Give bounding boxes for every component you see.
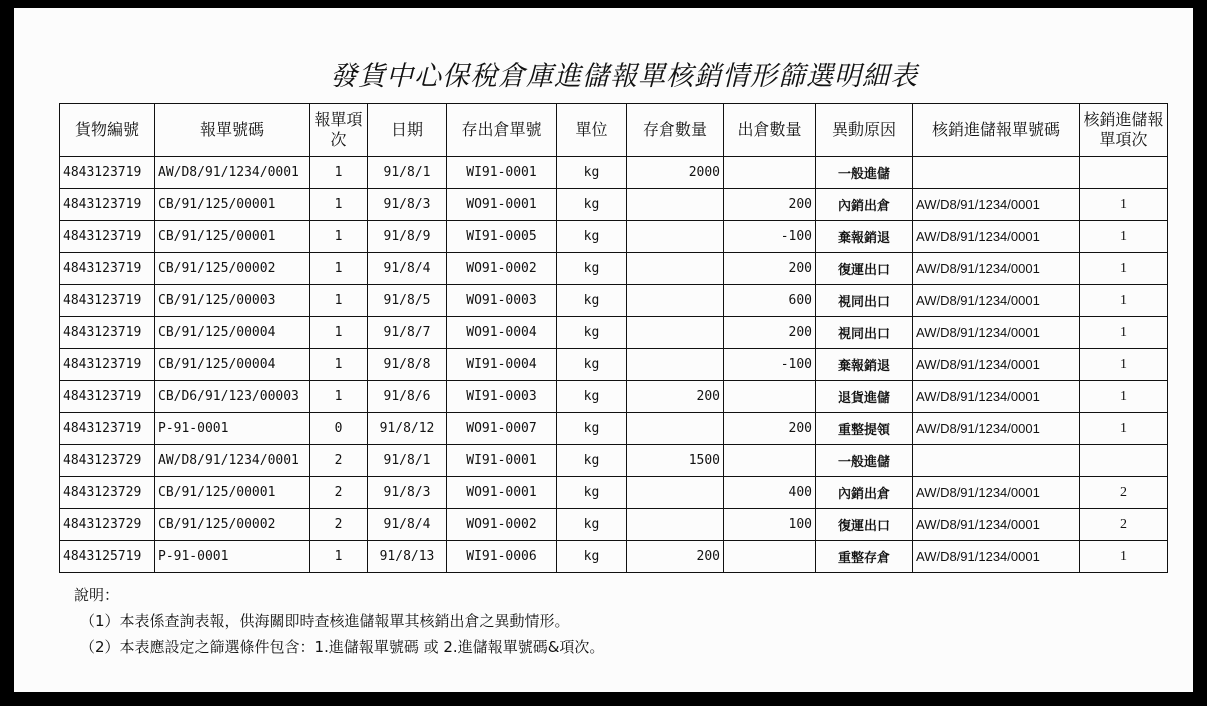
- table-row: [60, 413, 1168, 445]
- cell-decl: AW/D8/91/1234/0001: [155, 445, 310, 477]
- cell-in: 2000: [627, 157, 724, 189]
- table-row: [60, 221, 1168, 253]
- cell-item: 1: [310, 349, 368, 381]
- cell-date: 91/8/4: [368, 509, 447, 541]
- col-header-vdecl: 核銷進儲報單號碼: [913, 104, 1080, 157]
- cell-date: 91/8/4: [368, 253, 447, 285]
- cell-code: 4843123719: [60, 285, 155, 317]
- cell-out: [724, 381, 816, 413]
- cell-code: 4843123719: [60, 189, 155, 221]
- cell-vdecl: AW/D8/91/1234/0001: [913, 381, 1080, 413]
- cell-out: 400: [724, 477, 816, 509]
- cell-vitem: 2: [1080, 477, 1168, 509]
- cell-reason: 棄報銷退: [816, 221, 913, 253]
- cell-unit: kg: [557, 413, 627, 445]
- col-header-decl: 報單號碼: [155, 104, 310, 157]
- cell-vitem: 1: [1080, 349, 1168, 381]
- cell-decl: CB/91/125/00003: [155, 285, 310, 317]
- cell-in: [627, 349, 724, 381]
- table-row: [60, 189, 1168, 221]
- cell-unit: kg: [557, 253, 627, 285]
- cell-reason: 視同出口: [816, 317, 913, 349]
- cell-date: 91/8/1: [368, 157, 447, 189]
- cell-unit: kg: [557, 189, 627, 221]
- cell-vitem: [1080, 445, 1168, 477]
- page-title: 發貨中心保稅倉庫進儲報單核銷情形篩選明細表: [330, 61, 918, 92]
- cell-item: 1: [310, 221, 368, 253]
- col-header-item: 報單項次: [310, 104, 368, 157]
- cell-wh: WO91-0004: [447, 317, 557, 349]
- cell-reason: 內銷出倉: [816, 189, 913, 221]
- cell-unit: kg: [557, 157, 627, 189]
- cell-out: 600: [724, 285, 816, 317]
- cell-vdecl: AW/D8/91/1234/0001: [913, 349, 1080, 381]
- cell-date: 91/8/3: [368, 477, 447, 509]
- cell-unit: kg: [557, 349, 627, 381]
- cell-unit: kg: [557, 285, 627, 317]
- cell-decl: CB/91/125/00002: [155, 253, 310, 285]
- cell-wh: WO91-0001: [447, 477, 557, 509]
- cell-vitem: 1: [1080, 541, 1168, 573]
- cell-wh: WI91-0004: [447, 349, 557, 381]
- cell-out: [724, 157, 816, 189]
- cell-wh: WI91-0005: [447, 221, 557, 253]
- table-body: [60, 157, 1168, 573]
- col-header-date: 日期: [368, 104, 447, 157]
- table-row: [60, 317, 1168, 349]
- cell-out: 200: [724, 189, 816, 221]
- cell-code: 4843125719: [60, 541, 155, 573]
- cell-out: 200: [724, 317, 816, 349]
- table-row: [60, 445, 1168, 477]
- cell-code: 4843123729: [60, 445, 155, 477]
- cell-wh: WI91-0006: [447, 541, 557, 573]
- cell-code: 4843123719: [60, 349, 155, 381]
- cell-out: -100: [724, 349, 816, 381]
- cell-item: 1: [310, 381, 368, 413]
- table-row: [60, 349, 1168, 381]
- cell-wh: WI91-0003: [447, 381, 557, 413]
- table-row: [60, 381, 1168, 413]
- col-header-unit: 單位: [557, 104, 627, 157]
- cell-reason: 棄報銷退: [816, 349, 913, 381]
- cell-item: 1: [310, 157, 368, 189]
- col-header-in: 存倉數量: [627, 104, 724, 157]
- cell-item: 2: [310, 445, 368, 477]
- cell-vitem: 1: [1080, 253, 1168, 285]
- cell-code: 4843123719: [60, 157, 155, 189]
- table-row: [60, 253, 1168, 285]
- cell-unit: kg: [557, 445, 627, 477]
- cell-unit: kg: [557, 509, 627, 541]
- cell-code: 4843123729: [60, 509, 155, 541]
- cell-vdecl: AW/D8/91/1234/0001: [913, 317, 1080, 349]
- cell-in: [627, 413, 724, 445]
- cell-code: 4843123719: [60, 253, 155, 285]
- cell-vitem: 1: [1080, 189, 1168, 221]
- cell-out: 100: [724, 509, 816, 541]
- col-header-out: 出倉數量: [724, 104, 816, 157]
- cell-wh: WO91-0002: [447, 509, 557, 541]
- cell-date: 91/8/3: [368, 189, 447, 221]
- detail-table: [59, 103, 1168, 573]
- cell-unit: kg: [557, 221, 627, 253]
- cell-unit: kg: [557, 541, 627, 573]
- table-row: [60, 541, 1168, 573]
- cell-date: 91/8/5: [368, 285, 447, 317]
- col-header-reason: 異動原因: [816, 104, 913, 157]
- cell-date: 91/8/9: [368, 221, 447, 253]
- cell-out: 200: [724, 413, 816, 445]
- cell-vdecl: AW/D8/91/1234/0001: [913, 285, 1080, 317]
- cell-in: [627, 189, 724, 221]
- cell-out: 200: [724, 253, 816, 285]
- cell-reason: 復運出口: [816, 509, 913, 541]
- cell-decl: AW/D8/91/1234/0001: [155, 157, 310, 189]
- cell-code: 4843123719: [60, 413, 155, 445]
- cell-out: -100: [724, 221, 816, 253]
- cell-wh: WI91-0001: [447, 157, 557, 189]
- cell-vdecl: AW/D8/91/1234/0001: [913, 541, 1080, 573]
- cell-wh: WO91-0001: [447, 189, 557, 221]
- cell-vdecl: AW/D8/91/1234/0001: [913, 253, 1080, 285]
- cell-date: 91/8/6: [368, 381, 447, 413]
- table-header-row: [60, 104, 1168, 157]
- note-item-1: （1）本表係查詢表報，供海關即時查核進儲報單其核銷出倉之異動情形。: [80, 612, 570, 630]
- cell-vitem: 1: [1080, 221, 1168, 253]
- cell-item: 2: [310, 477, 368, 509]
- notes-section: [74, 582, 604, 660]
- cell-code: 4843123719: [60, 381, 155, 413]
- cell-decl: P-91-0001: [155, 541, 310, 573]
- cell-unit: kg: [557, 477, 627, 509]
- cell-reason: 重整存倉: [816, 541, 913, 573]
- cell-reason: 退貨進儲: [816, 381, 913, 413]
- cell-item: 1: [310, 541, 368, 573]
- cell-vdecl: AW/D8/91/1234/0001: [913, 189, 1080, 221]
- cell-date: 91/8/8: [368, 349, 447, 381]
- cell-vdecl: AW/D8/91/1234/0001: [913, 221, 1080, 253]
- col-header-code: 貨物編號: [60, 104, 155, 157]
- cell-in: [627, 509, 724, 541]
- cell-code: 4843123719: [60, 317, 155, 349]
- cell-wh: WI91-0001: [447, 445, 557, 477]
- col-header-vitem: 核銷進儲報單項次: [1080, 104, 1168, 157]
- cell-in: [627, 253, 724, 285]
- cell-decl: CB/91/125/00001: [155, 221, 310, 253]
- cell-in: [627, 285, 724, 317]
- cell-decl: CB/D6/91/123/00003: [155, 381, 310, 413]
- cell-in: 200: [627, 381, 724, 413]
- cell-code: 4843123719: [60, 221, 155, 253]
- cell-vitem: 1: [1080, 317, 1168, 349]
- cell-item: 1: [310, 317, 368, 349]
- cell-item: 1: [310, 189, 368, 221]
- cell-unit: kg: [557, 317, 627, 349]
- cell-unit: kg: [557, 381, 627, 413]
- col-header-wh: 存出倉單號: [447, 104, 557, 157]
- cell-date: 91/8/1: [368, 445, 447, 477]
- table-row: [60, 477, 1168, 509]
- cell-in: [627, 317, 724, 349]
- cell-reason: 復運出口: [816, 253, 913, 285]
- cell-in: 1500: [627, 445, 724, 477]
- cell-decl: CB/91/125/00004: [155, 317, 310, 349]
- cell-vitem: 1: [1080, 381, 1168, 413]
- cell-vitem: 2: [1080, 509, 1168, 541]
- cell-item: 2: [310, 509, 368, 541]
- cell-decl: CB/91/125/00002: [155, 509, 310, 541]
- cell-vitem: 1: [1080, 413, 1168, 445]
- notes-heading: 說明：: [74, 586, 120, 604]
- cell-reason: 重整提領: [816, 413, 913, 445]
- cell-vitem: 1: [1080, 285, 1168, 317]
- cell-decl: CB/91/125/00004: [155, 349, 310, 381]
- cell-date: 91/8/12: [368, 413, 447, 445]
- note-item-2: （2）本表應設定之篩選條件包含：1.進儲報單號碼 或 2.進儲報單號碼&項次。: [80, 638, 605, 656]
- cell-reason: 一般進儲: [816, 157, 913, 189]
- cell-code: 4843123729: [60, 477, 155, 509]
- cell-item: 1: [310, 253, 368, 285]
- table-row: [60, 285, 1168, 317]
- cell-in: [627, 221, 724, 253]
- cell-wh: WO91-0003: [447, 285, 557, 317]
- cell-in: 200: [627, 541, 724, 573]
- cell-vitem: [1080, 157, 1168, 189]
- cell-vdecl: AW/D8/91/1234/0001: [913, 477, 1080, 509]
- cell-wh: WO91-0007: [447, 413, 557, 445]
- cell-vdecl: [913, 157, 1080, 189]
- cell-reason: 一般進儲: [816, 445, 913, 477]
- cell-wh: WO91-0002: [447, 253, 557, 285]
- cell-date: 91/8/13: [368, 541, 447, 573]
- cell-in: [627, 477, 724, 509]
- cell-decl: P-91-0001: [155, 413, 310, 445]
- cell-vdecl: [913, 445, 1080, 477]
- cell-out: [724, 445, 816, 477]
- cell-date: 91/8/7: [368, 317, 447, 349]
- cell-vdecl: AW/D8/91/1234/0001: [913, 413, 1080, 445]
- cell-item: 0: [310, 413, 368, 445]
- cell-decl: CB/91/125/00001: [155, 477, 310, 509]
- cell-decl: CB/91/125/00001: [155, 189, 310, 221]
- cell-reason: 內銷出倉: [816, 477, 913, 509]
- cell-out: [724, 541, 816, 573]
- table-row: [60, 509, 1168, 541]
- cell-vdecl: AW/D8/91/1234/0001: [913, 509, 1080, 541]
- table-row: [60, 157, 1168, 189]
- cell-item: 1: [310, 285, 368, 317]
- cell-reason: 視同出口: [816, 285, 913, 317]
